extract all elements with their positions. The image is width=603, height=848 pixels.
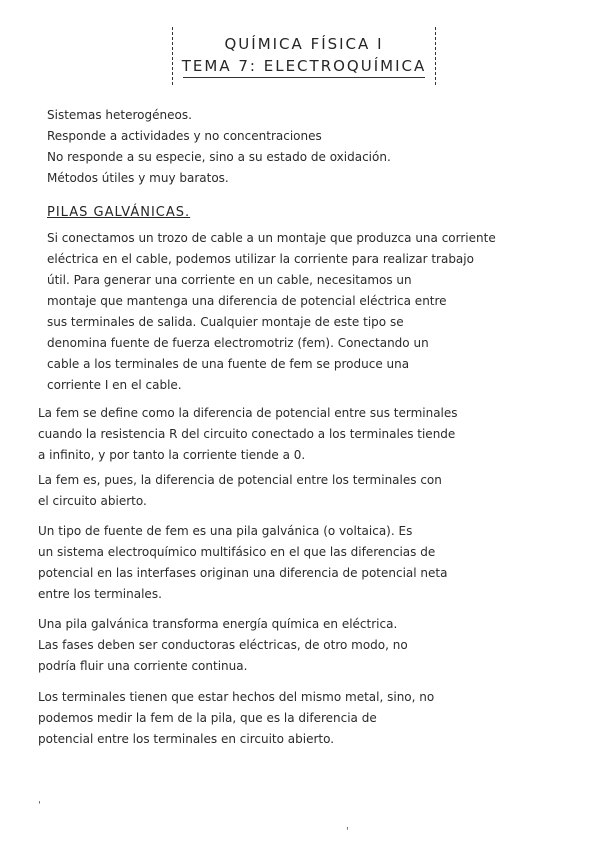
paragraph-line: cable a los terminales de una fuente de fem se produce una [47, 357, 410, 371]
title-box [172, 27, 436, 85]
intro-line: Métodos útiles y muy baratos. [47, 171, 229, 185]
paragraph-line: a infinito, y por tanto la corriente tiende a 0. [38, 448, 306, 462]
topic-title: TEMA 7: ELECTROQUÍMICA [181, 57, 427, 75]
paragraph-line: entre los terminales. [38, 587, 162, 601]
paragraph-line: montaje que mantenga una diferencia de potencial eléctrica entre [47, 294, 447, 308]
paragraph-line: Los terminales tienen que estar hechos del mismo metal, sino, no [38, 690, 435, 704]
paragraph-line: corriente I en el cable. [47, 378, 182, 392]
stray-mark: ' [346, 826, 349, 837]
paragraph-line: potencial en las interfases originan una diferencia de potencial neta [38, 566, 448, 580]
paragraph-line: el circuito abierto. [38, 494, 147, 508]
paragraph-line: La fem es, pues, la diferencia de potencial entre los terminales con [38, 473, 442, 487]
intro-line: Responde a actividades y no concentraciones [47, 129, 322, 143]
paragraph-line: La fem se define como la diferencia de potencial entre sus terminales [38, 406, 458, 420]
paragraph-line: cuando la resistencia R del circuito conectado a los terminales tiende [38, 427, 456, 441]
paragraph-line: eléctrica en el cable, podemos utilizar la corriente para realizar trabajo [47, 252, 474, 266]
paragraph-line: potencial entre los terminales en circuito abierto. [38, 732, 335, 746]
paragraph-line: útil. Para generar una corriente en un cable, necesitamos un [47, 273, 412, 287]
paragraph-line: sus terminales de salida. Cualquier montaje de este tipo se [47, 315, 404, 329]
intro-line: No responde a su especie, sino a su estado de oxidación. [47, 150, 391, 164]
paragraph-line: Las fases deben ser conductoras eléctricas, de otro modo, no [38, 638, 408, 652]
paragraph-line: denomina fuente de fuerza electromotriz (fem). Conectando un [47, 336, 429, 350]
paragraph-line: podría fluir una corriente continua. [38, 659, 248, 673]
course-title: QUÍMICA FÍSICA I [224, 35, 384, 53]
section-heading: PILAS GALVÁNICAS. [47, 205, 191, 220]
paragraph-line: podemos medir la fem de la pila, que es la diferencia de [38, 711, 377, 725]
paragraph-line: Una pila galvánica transforma energía química en eléctrica. [38, 617, 398, 631]
paragraph-line: Un tipo de fuente de fem es una pila galvánica (o voltaica). Es [38, 524, 413, 538]
stray-mark: ' [38, 800, 41, 811]
paragraph-line: Si conectamos un trozo de cable a un montaje que produzca una corriente [47, 231, 496, 245]
title-divider [183, 77, 425, 78]
intro-line: Sistemas heterogéneos. [47, 108, 192, 122]
paragraph-line: un sistema electroquímico multifásico en el que las diferencias de [38, 545, 436, 559]
